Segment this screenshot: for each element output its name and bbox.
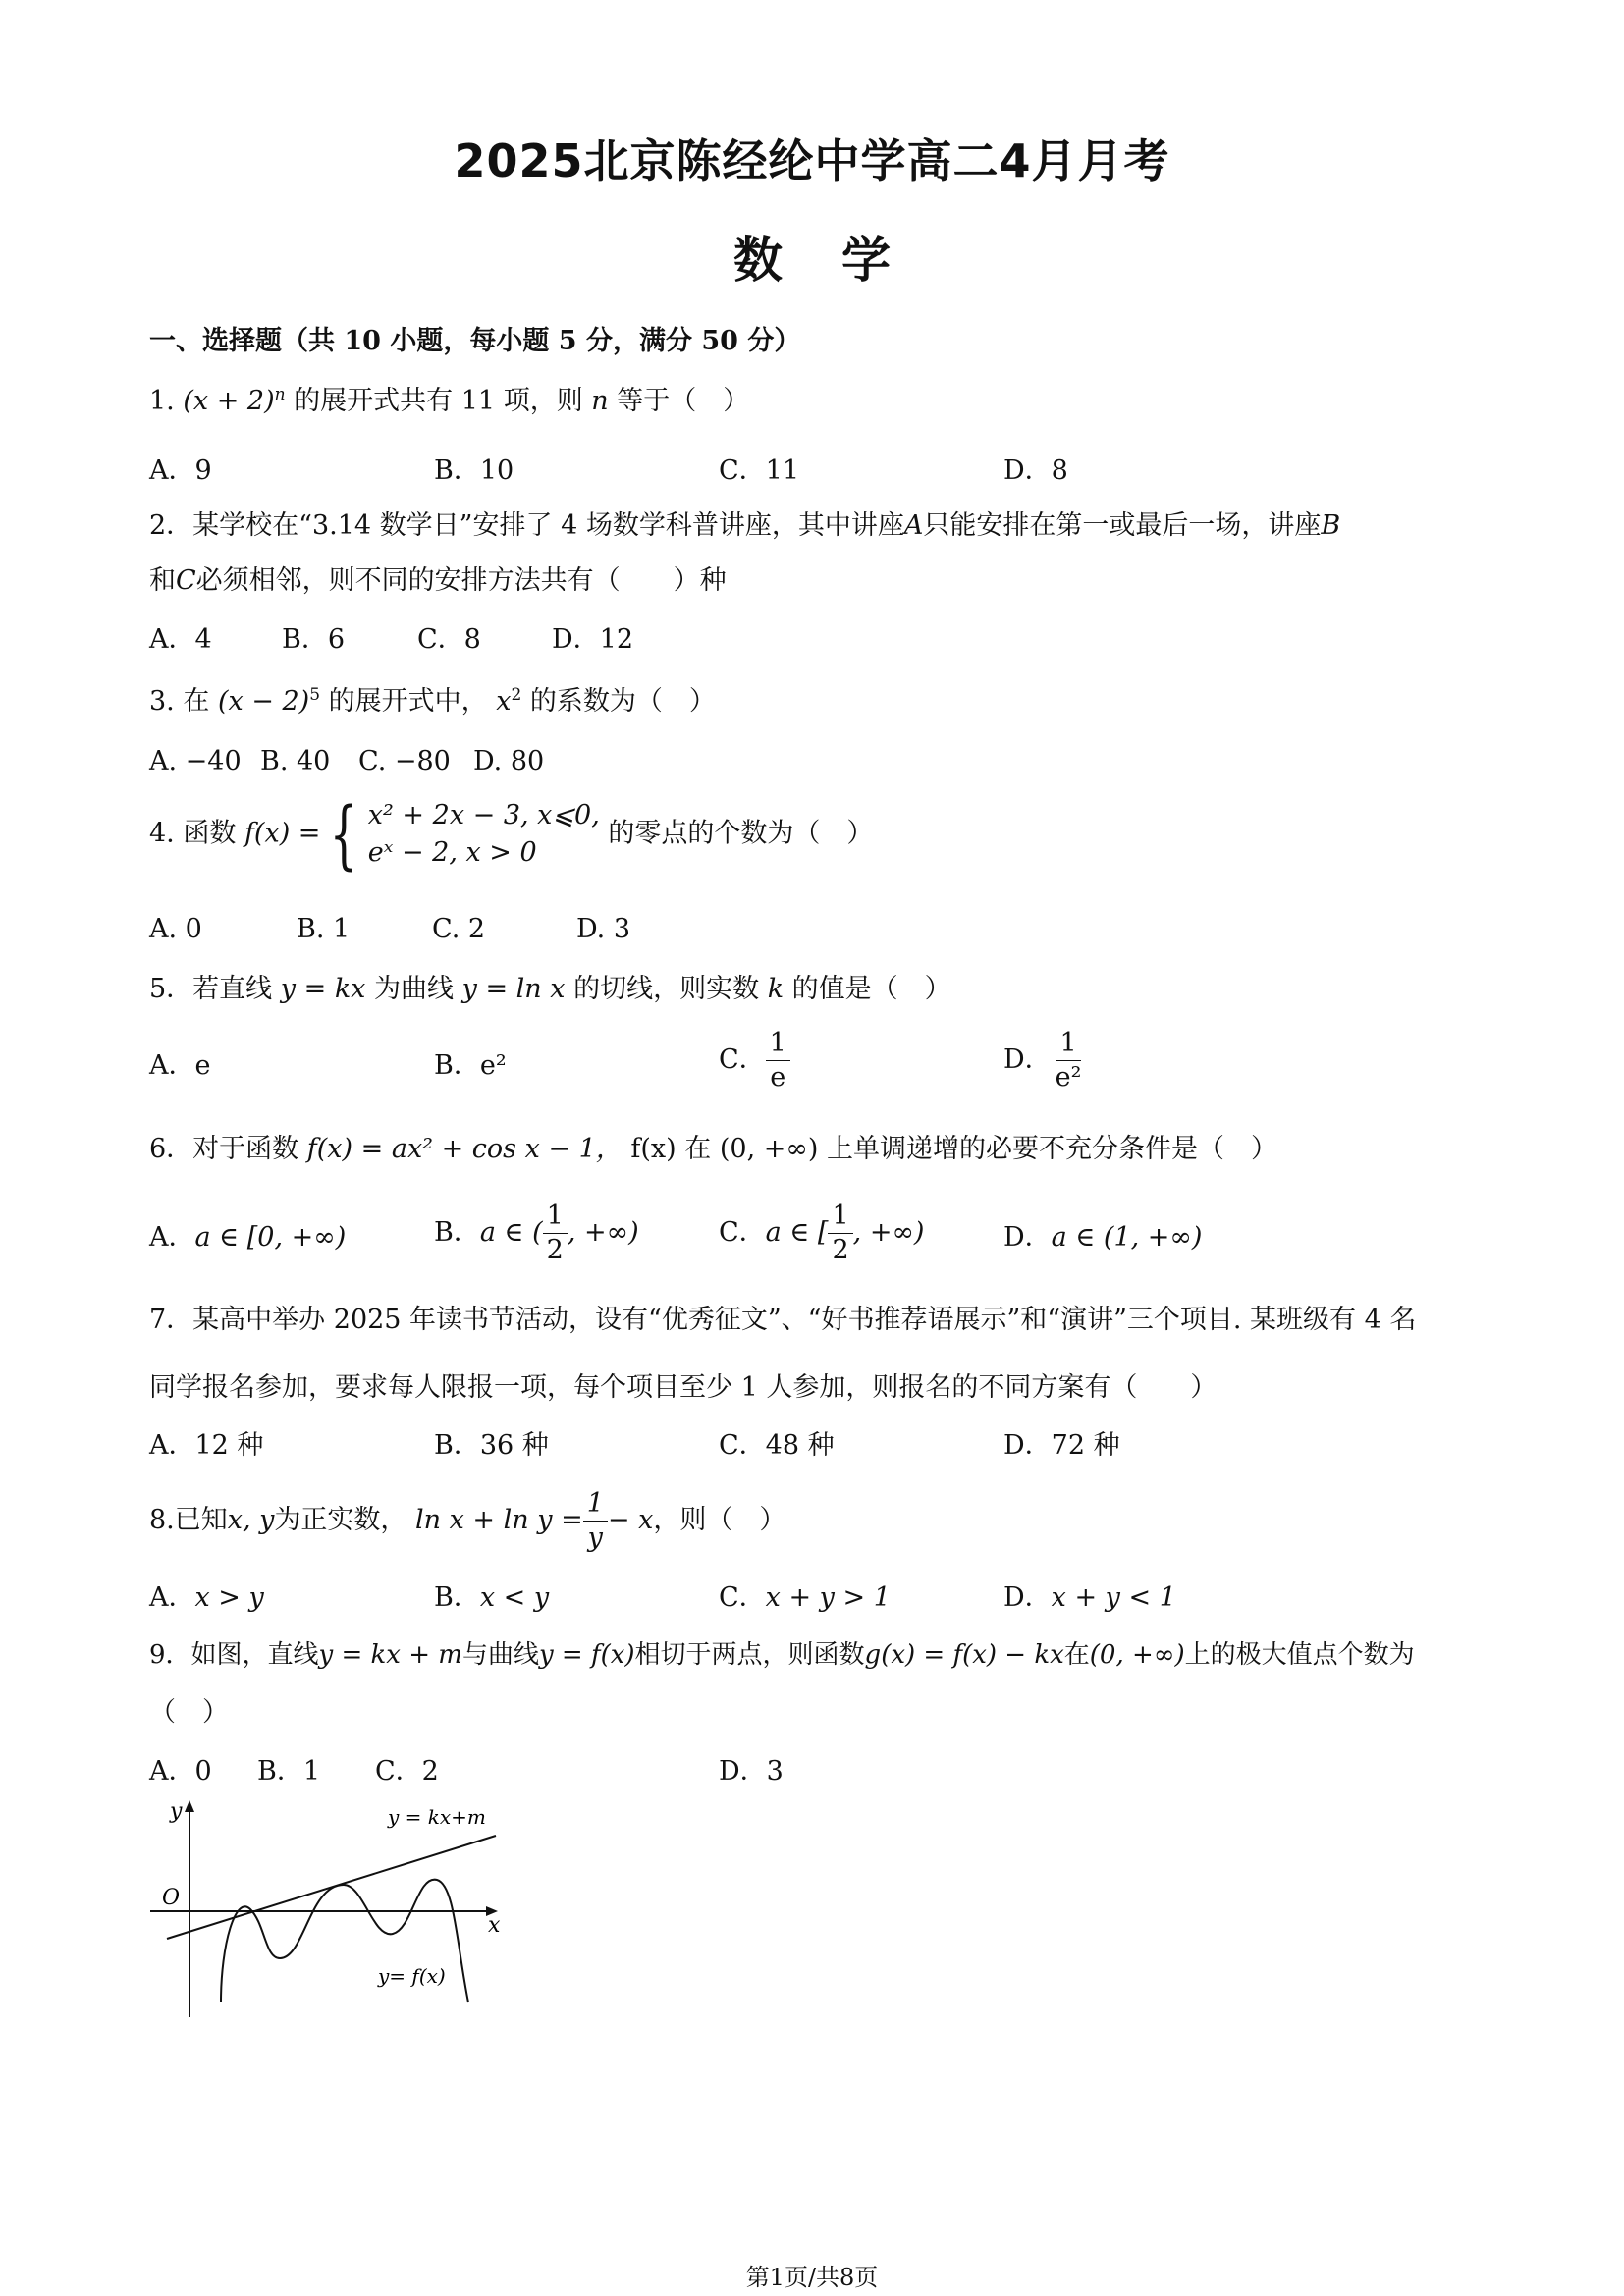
q4-cases bbox=[368, 797, 600, 872]
q8-option-b-label: B． bbox=[434, 1582, 480, 1613]
q5-text-3: 的切线，则实数 bbox=[573, 974, 760, 1004]
q9-line: y = kx + m bbox=[318, 1640, 462, 1670]
q5-text-2: 为曲线 bbox=[374, 974, 455, 1004]
q1-expression: (x + 2) bbox=[183, 386, 275, 416]
question-2-line-2 bbox=[149, 559, 727, 597]
q3-text-1: 3. 在 bbox=[149, 686, 210, 717]
q5-option-c-fraction bbox=[766, 1027, 790, 1095]
q2-text-2: 只能安排在第一或最后一场，讲座 bbox=[923, 510, 1322, 541]
q9-g-function: g(x) = f(x) − kx bbox=[864, 1640, 1064, 1670]
fraction-numerator: 1 bbox=[583, 1487, 608, 1522]
origin-label: O bbox=[162, 1886, 181, 1910]
q5-line: y = kx bbox=[280, 974, 366, 1004]
q6-option-a bbox=[149, 1215, 346, 1254]
q2-text-4: 必须相邻，则不同的安排方法共有（ ）种 bbox=[195, 565, 727, 596]
q9-option-a: A．0 bbox=[149, 1756, 212, 1787]
q6-option-d-value: a ∈ (1, +∞) bbox=[1051, 1222, 1203, 1253]
q4-option-b: B. 1 bbox=[297, 914, 351, 944]
q3-text-3: 的系数为（ ） bbox=[529, 686, 716, 717]
q8-equation-2: − x bbox=[607, 1505, 654, 1535]
q5-option-b: B．e² bbox=[434, 1050, 507, 1081]
q9-text-2: 与曲线 bbox=[461, 1640, 539, 1670]
q4-case-2: eˣ − 2, x > 0 bbox=[367, 837, 537, 868]
fraction-denominator: y bbox=[587, 1522, 603, 1553]
fraction-numerator: 1 bbox=[828, 1200, 852, 1234]
q5-option-d bbox=[1003, 1027, 1085, 1095]
q8-option-d-value: x + y < 1 bbox=[1051, 1582, 1176, 1613]
q6-option-a-value: a ∈ [0, +∞) bbox=[194, 1222, 347, 1253]
q2-option-a: A．4 bbox=[149, 624, 212, 655]
q2-option-c: C．8 bbox=[417, 624, 481, 655]
q9-text-1: 9．如图，直线 bbox=[149, 1640, 319, 1670]
x-axis-label: x bbox=[488, 1913, 501, 1938]
fraction-numerator: 1 bbox=[1056, 1027, 1080, 1061]
q8-equation-1: ln x + ln y = bbox=[415, 1505, 583, 1535]
q6-option-c-fraction bbox=[828, 1200, 852, 1267]
q9-curve: y = f(x) bbox=[538, 1640, 635, 1670]
q8-option-c bbox=[719, 1575, 891, 1614]
q1-exponent: n bbox=[274, 385, 286, 404]
question-2-line-1 bbox=[149, 504, 1340, 542]
question-7-line-2: 同学报名参加，要求每人限报一项，每个项目至少 1 人参加，则报名的不同方案有（ ） bbox=[149, 1372, 1218, 1403]
q7-option-c: C．48 种 bbox=[719, 1430, 835, 1461]
q6-option-b-value-2: , +∞) bbox=[567, 1217, 639, 1248]
q8-option-b-value: x < y bbox=[479, 1582, 550, 1613]
subject-title: 数学 bbox=[733, 232, 949, 289]
q1-text: 的展开式共有 11 项，则 bbox=[294, 386, 583, 416]
q6-option-b-label: B． bbox=[434, 1217, 480, 1248]
q1-option-b: B．10 bbox=[434, 455, 514, 486]
q9-text-3: 相切于两点，则函数 bbox=[634, 1640, 865, 1670]
q8-option-c-label: C． bbox=[719, 1582, 766, 1613]
fraction-denominator: e bbox=[770, 1062, 786, 1093]
fraction-numerator: 1 bbox=[543, 1200, 568, 1234]
fraction-denominator: 2 bbox=[832, 1235, 849, 1265]
q6-option-a-label: A． bbox=[149, 1222, 195, 1253]
q4-option-a: A. 0 bbox=[149, 914, 202, 944]
question-1 bbox=[149, 379, 749, 417]
q6-option-c bbox=[719, 1200, 924, 1267]
q8-fraction bbox=[583, 1487, 608, 1555]
y-axis-arrow bbox=[185, 1800, 194, 1812]
q9-figure bbox=[142, 1796, 525, 2022]
q3-option-d: D. 80 bbox=[473, 746, 545, 776]
question-9-line-2: （ ） bbox=[149, 1697, 229, 1728]
q6-option-c-value-2: , +∞) bbox=[852, 1217, 925, 1248]
q8-option-a-label: A． bbox=[149, 1582, 195, 1613]
q3-exponent: 5 bbox=[309, 685, 321, 705]
q7-option-b: B．36 种 bbox=[434, 1430, 549, 1461]
q4-function: f(x) = bbox=[244, 818, 321, 849]
tangent-line bbox=[167, 1836, 496, 1939]
q6-function: f(x) = ax² + cos x − 1， bbox=[306, 1134, 623, 1164]
q3-text-2: 的展开式中， bbox=[328, 686, 488, 717]
q8-vars: x, y bbox=[227, 1505, 275, 1535]
q2-option-b: B．6 bbox=[282, 624, 346, 655]
curve-label: y= f(x) bbox=[378, 1964, 446, 1988]
q8-option-d-label: D． bbox=[1003, 1582, 1052, 1613]
q5-option-d-fraction bbox=[1052, 1027, 1086, 1095]
q2-var-c: C bbox=[176, 565, 196, 596]
q9-option-d: D．3 bbox=[719, 1756, 784, 1787]
q5-var: k bbox=[767, 974, 785, 1004]
q5-option-c-label: C． bbox=[719, 1044, 766, 1075]
q4-option-d: D. 3 bbox=[576, 914, 631, 944]
q4-case-1: x² + 2x − 3, x⩽0, bbox=[367, 800, 600, 830]
q3-var: x bbox=[496, 686, 512, 717]
q9-option-b: B．1 bbox=[257, 1756, 321, 1787]
question-5 bbox=[149, 967, 951, 1005]
q1-number: 1. bbox=[149, 386, 175, 416]
q8-text-2: 为正实数， bbox=[274, 1505, 407, 1535]
question-9-line-1 bbox=[149, 1634, 1415, 1671]
q8-option-d bbox=[1003, 1575, 1176, 1614]
q8-text-1: 8.已知 bbox=[149, 1505, 228, 1535]
q1-option-c: C．11 bbox=[719, 455, 800, 486]
q5-option-a: A．e bbox=[149, 1050, 211, 1081]
question-8 bbox=[149, 1487, 785, 1555]
page-footer: 第1页/共8页 bbox=[745, 2264, 879, 2291]
q6-option-b-fraction bbox=[543, 1200, 568, 1267]
q9-option-c: C．2 bbox=[375, 1756, 439, 1787]
q2-option-d: D．12 bbox=[552, 624, 634, 655]
q3-option-c: C. −80 bbox=[358, 746, 451, 776]
q5-option-c bbox=[719, 1027, 790, 1095]
q6-text-1: 6．对于函数 bbox=[149, 1134, 299, 1164]
exam-title: 2025北京陈经纶中学高二4月月考 bbox=[454, 134, 1170, 187]
q1-var: n bbox=[591, 386, 609, 416]
piecewise-brace: { bbox=[330, 790, 359, 878]
q5-text-4: 的值是（ ） bbox=[791, 974, 951, 1004]
q8-option-a bbox=[149, 1575, 264, 1614]
q6-text-2: f(x) 在 (0, +∞) 上单调递增的必要不充分条件是（ ） bbox=[630, 1134, 1277, 1164]
fraction-denominator: 2 bbox=[546, 1235, 564, 1265]
q1-option-d: D．8 bbox=[1003, 455, 1068, 486]
q2-var-a: A bbox=[903, 510, 924, 541]
question-3 bbox=[149, 679, 716, 718]
q3-option-a: A. −40 bbox=[149, 746, 242, 776]
q4-text-2: 的零点的个数为（ ） bbox=[608, 818, 874, 849]
q6-option-d-label: D． bbox=[1003, 1222, 1052, 1253]
q6-option-c-value-1: a ∈ [ bbox=[765, 1217, 829, 1248]
tangent-line-label: y = kx+m bbox=[388, 1805, 486, 1829]
q6-option-b bbox=[434, 1200, 639, 1267]
question-7-line-1: 7．某高中举办 2025 年读书节活动，设有“优秀征文”、“好书推荐语展示”和“演讲”三个项目. 某班级有 4 名 bbox=[149, 1305, 1417, 1335]
question-6 bbox=[149, 1127, 1277, 1165]
q3-var-exponent: 2 bbox=[511, 685, 522, 705]
q9-text-4: 在 bbox=[1063, 1640, 1090, 1670]
fraction-numerator: 1 bbox=[766, 1027, 790, 1061]
q8-option-a-value: x > y bbox=[194, 1582, 264, 1613]
q1-tail: 等于（ ） bbox=[617, 386, 750, 416]
q1-option-a: A．9 bbox=[149, 455, 212, 486]
y-axis-label: y bbox=[170, 1799, 183, 1824]
q2-text-1: 2．某学校在“3.14 数学日”安排了 4 场数学科普讲座，其中讲座 bbox=[149, 510, 904, 541]
q7-option-a: A．12 种 bbox=[149, 1430, 264, 1461]
q2-var-b: B bbox=[1321, 510, 1341, 541]
q8-option-b bbox=[434, 1575, 549, 1614]
q6-option-c-label: C． bbox=[719, 1217, 766, 1248]
q8-option-c-value: x + y > 1 bbox=[765, 1582, 891, 1613]
q9-text-5: 上的极大值点个数为 bbox=[1184, 1640, 1415, 1670]
q7-option-d: D．72 种 bbox=[1003, 1430, 1120, 1461]
fraction-denominator: e² bbox=[1055, 1062, 1082, 1093]
q8-text-3: ，则（ ） bbox=[653, 1505, 786, 1535]
q4-text-1: 4. 函数 bbox=[149, 818, 237, 849]
q2-text-3: 和 bbox=[149, 565, 176, 596]
question-4 bbox=[149, 790, 874, 878]
q9-interval: (0, +∞) bbox=[1089, 1640, 1185, 1670]
q5-text-1: 5．若直线 bbox=[149, 974, 273, 1004]
q3-option-b: B. 40 bbox=[260, 746, 331, 776]
q4-option-c: C. 2 bbox=[432, 914, 486, 944]
section-heading: 一、选择题（共 10 小题，每小题 5 分，满分 50 分） bbox=[149, 326, 801, 356]
q5-option-d-label: D． bbox=[1003, 1044, 1052, 1075]
q6-option-b-value-1: a ∈ ( bbox=[479, 1217, 543, 1248]
q3-expression: (x − 2) bbox=[217, 686, 310, 717]
q6-option-d bbox=[1003, 1215, 1202, 1254]
q5-curve: y = ln x bbox=[461, 974, 566, 1004]
